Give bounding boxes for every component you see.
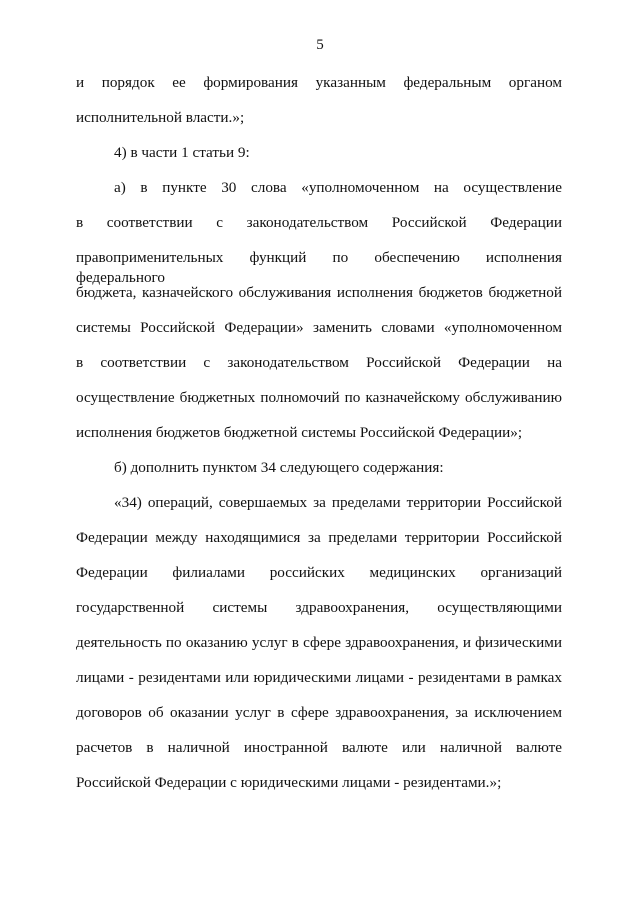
text-line: лицами - резидентами или юридическими лицами - резидентами в рамках <box>76 669 562 686</box>
text-line: осуществление бюджетных полномочий по казначейскому обслуживанию <box>76 389 562 406</box>
text-line: в соответствии с законодательством Российской Федерации на <box>76 354 562 371</box>
text-line: Федерации филиалами российских медицинских организаций <box>76 564 562 581</box>
text-line: договоров об оказании услуг в сфере здравоохранения, за исключением <box>76 704 562 721</box>
text-line: исполнения бюджетов бюджетной системы Российской Федерации»; <box>76 424 523 441</box>
text-line: и порядок ее формирования указанным федеральным органом <box>76 74 562 91</box>
text-line: а) в пункте 30 слова «уполномоченном на осуществление <box>114 179 562 196</box>
text-line: деятельность по оказанию услуг в сфере здравоохранения, и физическими <box>76 634 562 651</box>
text-line: государственной системы здравоохранения, осуществляющими <box>76 599 562 616</box>
text-line: правоприменительных функций по обеспечению исполнения федерального <box>76 249 562 286</box>
text-line: расчетов в наличной иностранной валюте или наличной валюте <box>76 739 562 756</box>
text-line: системы Российской Федерации» заменить словами «уполномоченном <box>76 319 562 336</box>
text-line: «34) операций, совершаемых за пределами территории Российской <box>114 494 562 511</box>
text-line: в соответствии с законодательством Российской Федерации <box>76 214 562 231</box>
text-line: бюджета, казначейского обслуживания исполнения бюджетов бюджетной <box>76 284 562 301</box>
text-line: Российской Федерации с юридическими лицами - резидентами.»; <box>76 774 502 791</box>
text-line: исполнительной власти.»; <box>76 109 245 126</box>
text-line: б) дополнить пунктом 34 следующего содержания: <box>114 459 444 476</box>
page-number: 5 <box>316 37 324 53</box>
text-line: Федерации между находящимися за пределами территории Российской <box>76 529 562 546</box>
text-line: 4) в части 1 статьи 9: <box>114 144 250 161</box>
